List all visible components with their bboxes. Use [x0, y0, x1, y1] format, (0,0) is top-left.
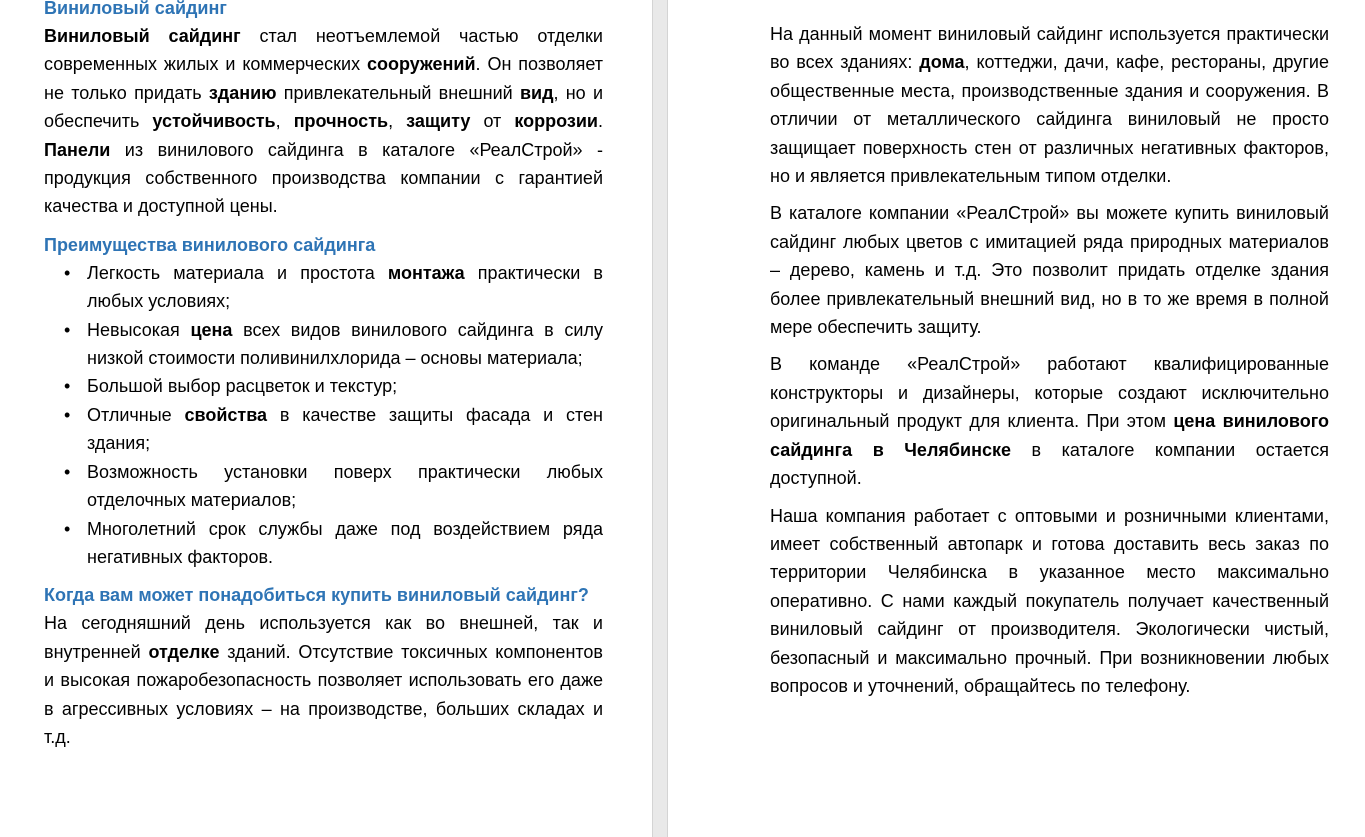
bold-text-run: сооружений	[367, 54, 476, 75]
list-item	[44, 316, 603, 373]
text-run: .	[597, 111, 603, 132]
paragraph-company	[770, 502, 1329, 701]
bold-text-run: устойчивость	[152, 111, 276, 132]
page-content-left	[44, 0, 603, 751]
list-item	[44, 372, 603, 400]
bullet-icon: •	[64, 518, 71, 539]
paragraph-intro	[44, 22, 603, 221]
bold-text-run: зданию	[208, 82, 277, 103]
text-run: Легкость материала и простота	[87, 262, 388, 283]
bold-text-run: монтажа	[387, 262, 465, 283]
paragraph-team	[770, 350, 1329, 492]
text-run: в качестве защиты фасада и стен здания;	[87, 404, 603, 454]
bold-text-run: прочность	[293, 111, 389, 132]
text-run: в каталоге компании остается доступной.	[770, 439, 1329, 489]
bullet-icon: •	[64, 262, 71, 283]
bold-text-run: защиту	[406, 111, 471, 132]
list-item-text	[87, 405, 603, 453]
bullet-icon: •	[64, 404, 71, 425]
advantages-list	[44, 259, 603, 571]
text-run: практически в любых условиях;	[87, 262, 603, 312]
text-run: Когда вам может понадобиться	[44, 585, 332, 606]
bold-text-run: дома	[919, 52, 965, 73]
bold-text-run: Панели	[44, 139, 111, 160]
bold-text-run: цена	[190, 319, 233, 340]
text-run: . Он позволяет не только придать	[44, 54, 603, 103]
bold-text-run: свойства	[184, 404, 268, 425]
list-item-text	[87, 263, 603, 311]
bold-text-run: купить виниловый сайдинг?	[331, 585, 589, 606]
text-run: Большой выбор расцветок и текстур;	[87, 376, 398, 397]
text-run: от	[470, 111, 515, 132]
list-item-text	[87, 376, 397, 396]
list-item-text	[87, 519, 603, 567]
text-run: На данный момент виниловый сайдинг используется практически во всех зданиях:	[770, 24, 1329, 73]
text-run: Возможность установки поверх практически любых отделочных материалов;	[87, 461, 603, 511]
document-page-left	[0, 0, 652, 837]
list-item	[44, 259, 603, 316]
text-run: из винилового сайдинга в каталоге «РеалСтрой» - продукция собственного производства компании с гарантией качества и доступной цены.	[44, 139, 603, 217]
text-run: Многолетний срок службы даже под воздействием ряда негативных факторов.	[87, 518, 603, 567]
bullet-icon: •	[64, 319, 71, 340]
text-run: ,	[388, 111, 407, 132]
document-page-right	[668, 0, 1365, 837]
text-run: стал неотъемлемой частью отделки современных жилых и коммерческих	[44, 26, 603, 75]
paragraph-catalog	[770, 199, 1329, 341]
text-run: В каталоге компании «РеалСтрой» вы можете купить виниловый сайдинг любых цветов с имитацией ряда природных материалов – дерево, камень и т.д. Это позволит придать отделке здания более привлекательный внешний вид, но в то же время в полной мере обеспечить защиту.	[770, 203, 1329, 338]
page-gutter	[652, 0, 668, 837]
heading-when-to-buy	[44, 581, 603, 609]
heading-vinyl-siding: Виниловый сайдинг	[44, 0, 227, 18]
text-run: привлекательный внешний	[276, 82, 520, 103]
list-item-text	[87, 462, 603, 510]
text-run: ,	[275, 111, 294, 132]
bold-text-run: Виниловый сайдинг	[44, 26, 241, 46]
bullet-icon: •	[64, 461, 71, 482]
list-item	[44, 458, 603, 515]
list-item	[44, 515, 603, 572]
bold-text-run: цена винилового сайдинга в Челябинске	[770, 411, 1329, 460]
bold-text-run: отделке	[148, 641, 220, 662]
text-run: Отличные	[87, 404, 185, 425]
text-run: всех видов винилового сайдинга в силу низкой стоимости поливинилхлорида – основы материала;	[87, 319, 603, 369]
text-run: На сегодняшний день используется как во внешней, так и внутренней	[44, 613, 603, 662]
list-item	[44, 401, 603, 458]
text-run: , коттеджи, дачи, кафе, рестораны, другие общественные места, производственные здания и сооружения. В отличии от металлического сайдинга виниловый не просто защищает поверхность стен от различных негативных факторов, но и является привлекательным типом отделки.	[770, 52, 1329, 187]
list-item-text	[87, 320, 603, 368]
bold-text-run: коррозии	[514, 111, 598, 132]
text-run: В команде «РеалСтрой» работают квалифицированные конструкторы и дизайнеры, которые создают исключительно оригинальный продукт для клиента. При этом	[770, 354, 1329, 432]
paragraph-usage	[44, 609, 603, 751]
text-run: Невысокая	[87, 319, 191, 340]
bold-text-run: вид	[519, 82, 554, 103]
page-content-right	[770, 20, 1329, 700]
bullet-icon: •	[64, 376, 71, 397]
paragraph-current-use	[770, 20, 1329, 190]
text-run: зданий. Отсутствие токсичных компонентов и высокая пожаробезопасность позволяет использовать его даже в агрессивных условиях – на производстве, больших складах и т.д.	[44, 641, 603, 747]
text-run: Наша компания работает с оптовыми и розничными клиентами, имеет собственный автопарк и готова доставить весь заказ по территории Челябинска в указанное место максимально оперативно. С нами каждый покупатель получает качественный виниловый сайдинг от производителя. Экологически чистый, безопасный и максимально прочный. При возникновении любых вопросов и уточнений, обращайтесь по телефону.	[770, 505, 1329, 696]
heading-advantages: Преимущества винилового сайдинга	[44, 234, 376, 255]
text-run: , но и обеспечить	[44, 82, 603, 132]
